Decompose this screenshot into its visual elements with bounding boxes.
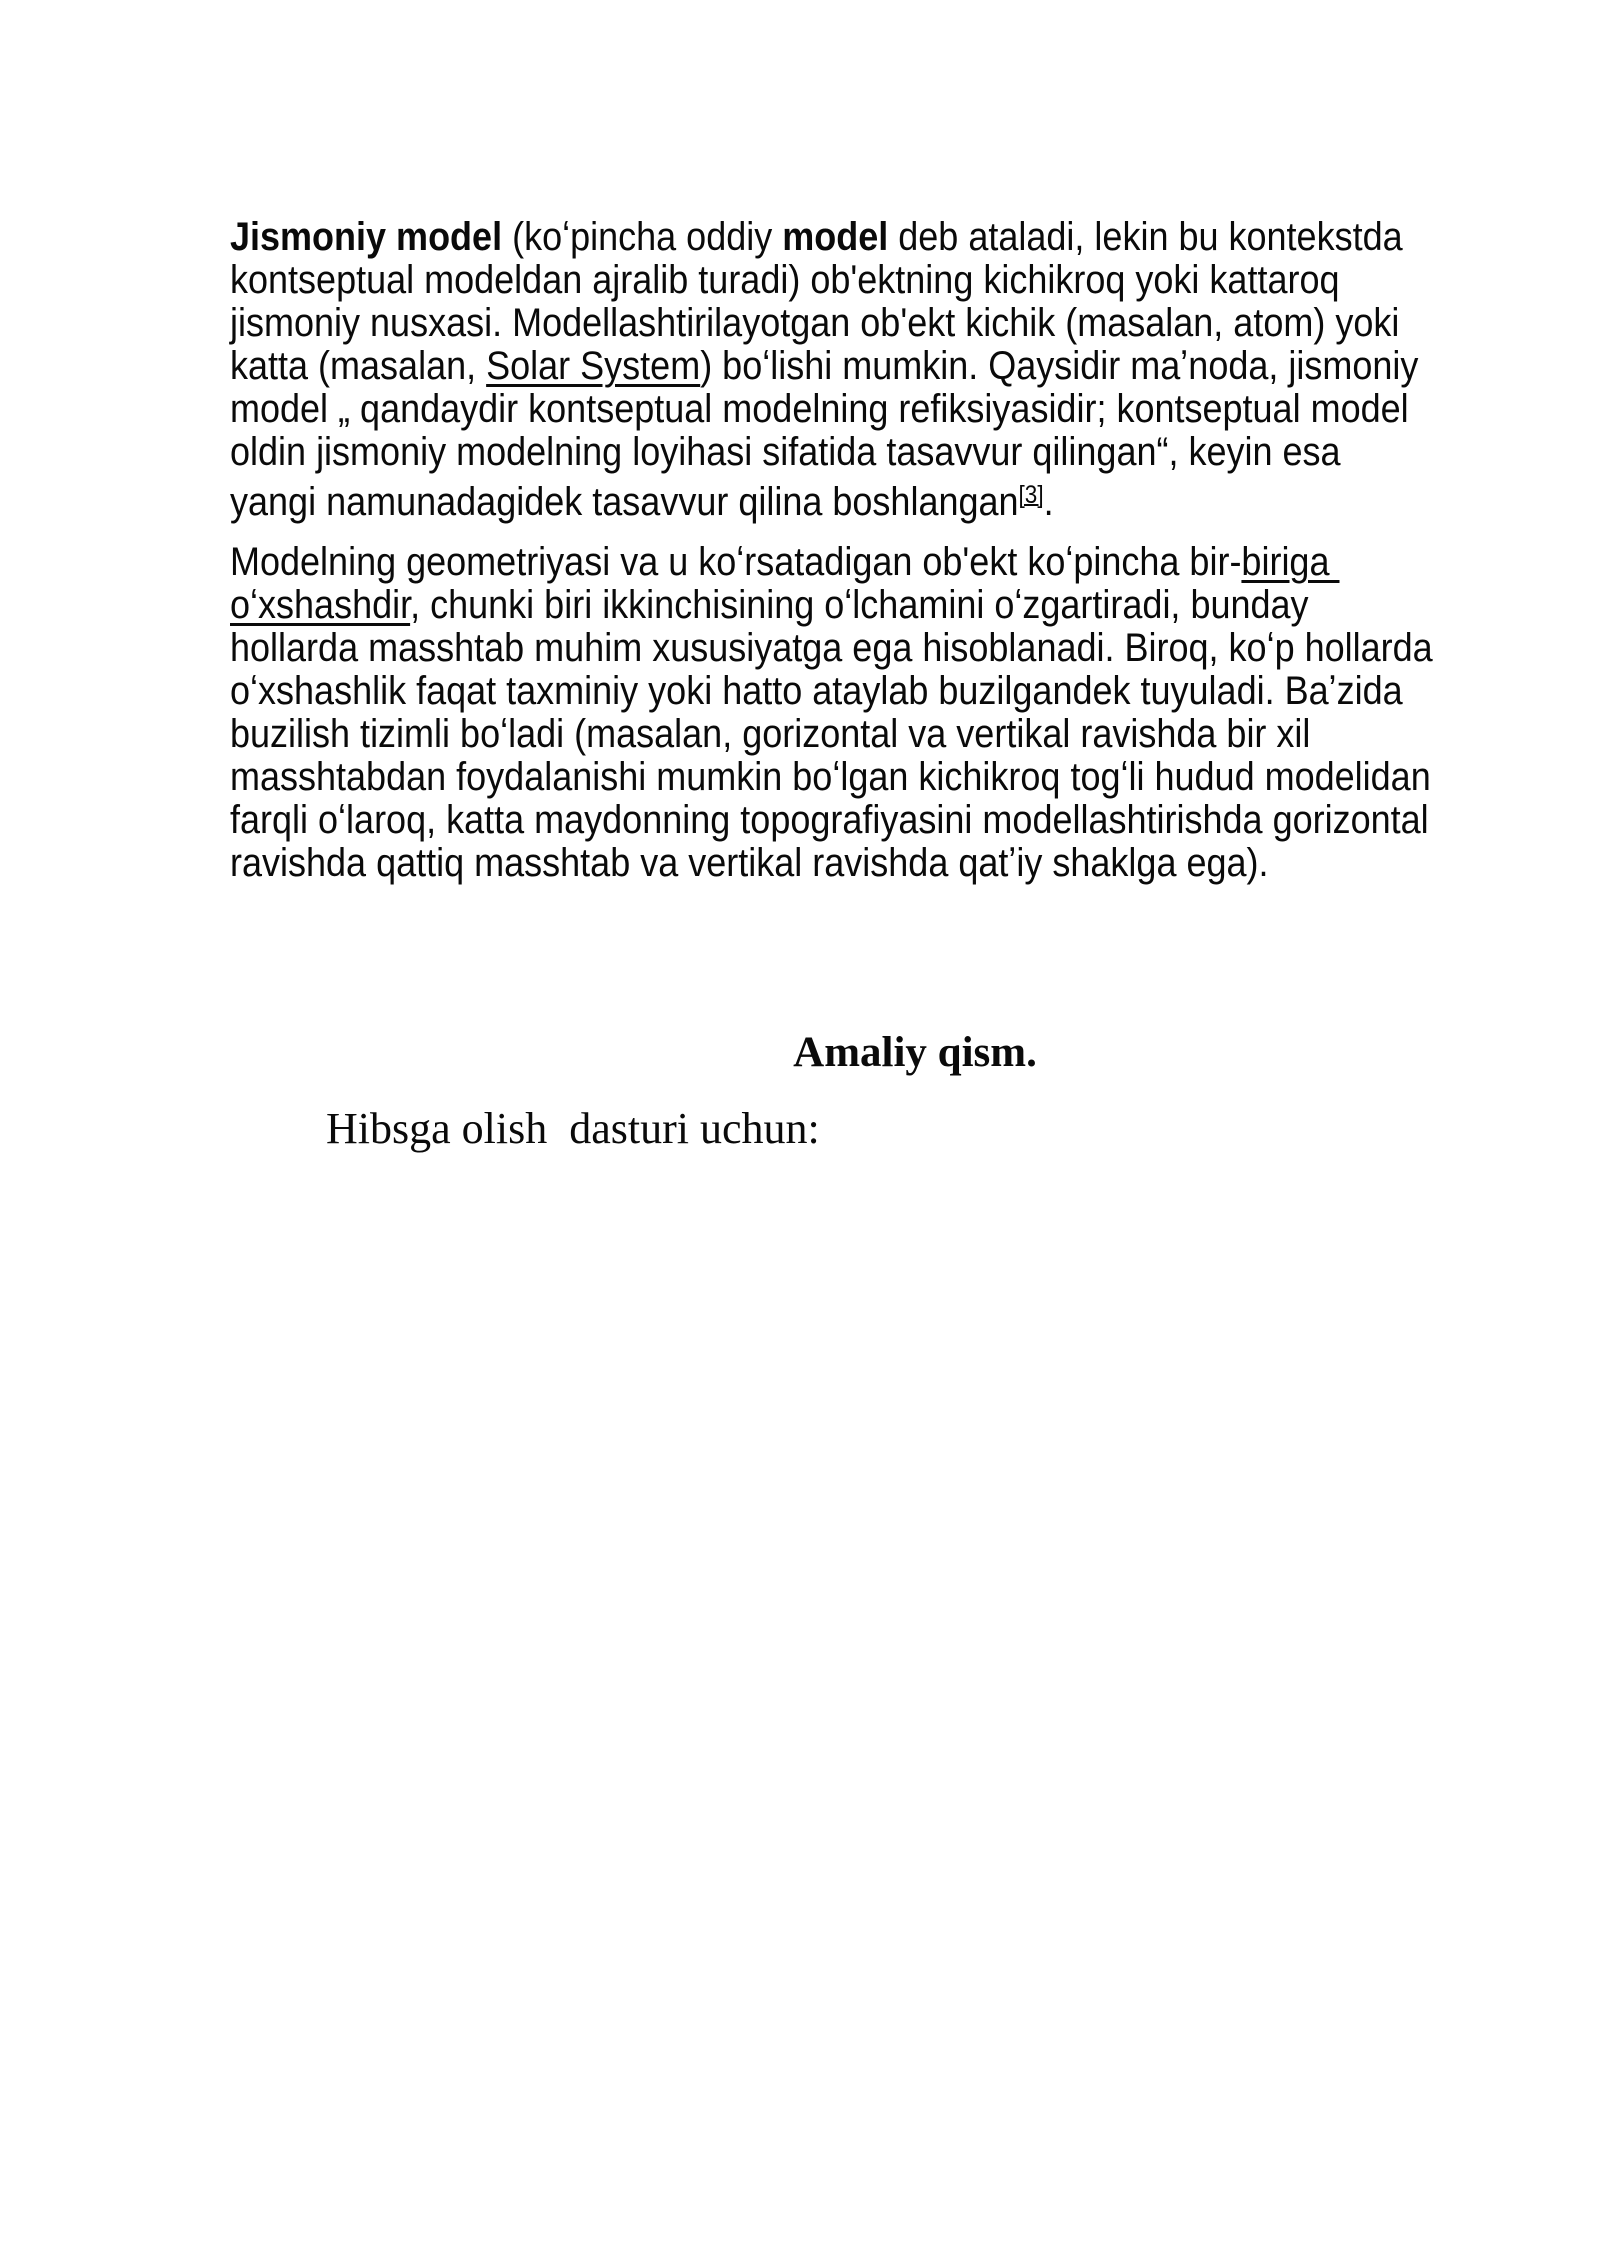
- amaliy-qism-section: [230, 1028, 1600, 1154]
- text-line: [230, 345, 1472, 388]
- link-biriga-oxshashdir[interactable]: biriga: [1241, 540, 1340, 584]
- body-text-block: [230, 216, 1472, 902]
- text-run: katta (masalan,: [230, 344, 487, 388]
- text-line: [230, 474, 1472, 524]
- text-run: oldin jismoniy modelning loyihasi sifatida tasavvur qilingan“, keyin esa: [230, 430, 1341, 474]
- text-run: masshtabdan foydalanishi mumkin boʻlgan kichikroq togʻli hudud modelidan: [230, 755, 1431, 799]
- link-solar-system[interactable]: Solar System: [486, 344, 701, 388]
- paragraph-modelning-geometriyasi: [230, 541, 1472, 885]
- text-line: [230, 799, 1472, 842]
- text-run: , chunki biri ikkinchisining oʻlchamini oʻzgartiradi, bunday: [410, 583, 1309, 627]
- text-run: deb ataladi, lekin bu kontekstda: [888, 215, 1403, 259]
- footnote-ref-3[interactable]: [3]: [1018, 481, 1044, 509]
- text-run: oʻxshashlik faqat taxminiy yoki hatto ataylab buzilgandek tuyuladi. Baʼzida: [230, 669, 1403, 713]
- text-line: [230, 627, 1472, 670]
- text-run: Modelning geometriyasi va u koʻrsatadigan ob'ekt koʻpincha bir-: [230, 540, 1242, 584]
- text-run: jismoniy nusxasi. Modellashtirilayotgan ob'ekt kichik (masalan, atom) yoki: [230, 301, 1400, 345]
- link-biriga-oxshashdir[interactable]: oʻxshashdir: [230, 583, 411, 627]
- text-run: hollarda masshtab muhim xususiyatga ega hisoblanadi. Biroq, koʻp hollarda: [230, 626, 1433, 670]
- text-run: model „ qandaydir kontseptual modelning refiksiyasidir; kontseptual model: [230, 387, 1409, 431]
- text-run: .: [1043, 480, 1054, 524]
- text-run: (koʻpincha oddiy: [502, 215, 783, 259]
- text-line: [230, 541, 1472, 584]
- paragraph-jismoniy-model: [230, 216, 1472, 524]
- text-run: kontseptual modeldan ajralib turadi) ob'ektning kichikroq yoki kattaroq: [230, 258, 1340, 302]
- text-line: [230, 713, 1472, 756]
- text-line: [230, 388, 1472, 431]
- text-run: yangi namunadagidek tasavvur qilina boshlangan: [230, 480, 1019, 524]
- text-run: farqli oʻlaroq, katta maydonning topografiyasini modellashtirishda gorizontal: [230, 798, 1429, 842]
- text-line: [230, 259, 1472, 302]
- section-heading: Amaliy qism.: [793, 1029, 1037, 1076]
- text-run: ravishda qattiq masshtab va vertikal ravishda qatʼiy shaklga ega).: [230, 841, 1269, 885]
- text-line: [230, 431, 1472, 474]
- term-model: model: [782, 215, 889, 259]
- text-line: [230, 302, 1472, 345]
- term-jismoniy-model: Jismoniy model: [230, 215, 503, 259]
- text-run: buzilish tizimli boʻladi (masalan, gorizontal va vertikal ravishda bir xil: [230, 712, 1311, 756]
- text-line: [230, 756, 1472, 799]
- text-line: [230, 670, 1472, 713]
- text-line: [230, 216, 1472, 259]
- text-line: [230, 842, 1472, 885]
- section-subline: Hibsga olish dasturi uchun:: [326, 1104, 820, 1153]
- text-line: [230, 584, 1472, 627]
- text-run: ) boʻlishi mumkin. Qaysidir maʼnoda, jismoniy: [700, 344, 1419, 388]
